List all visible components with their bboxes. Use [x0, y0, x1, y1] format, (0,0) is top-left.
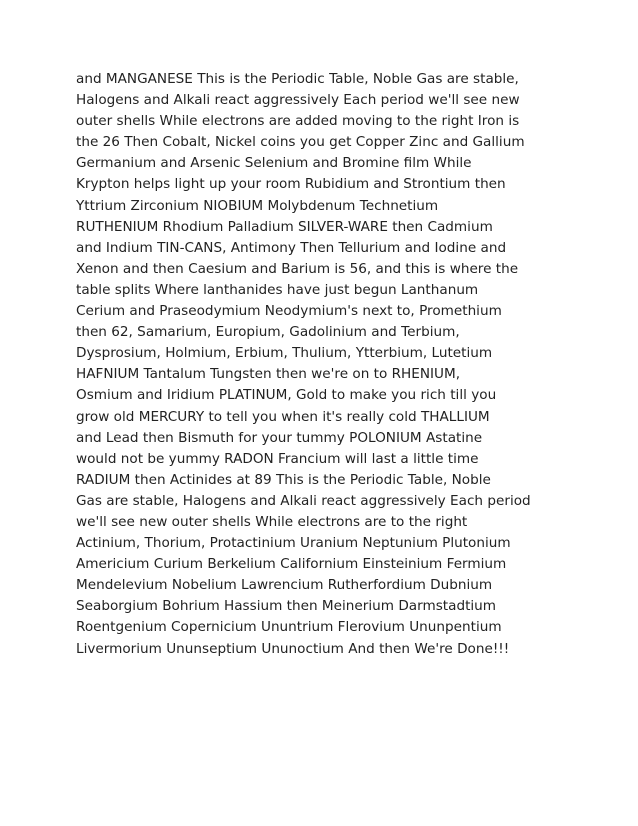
- text-line: outer shells While electrons are added moving to the right Iron is: [76, 113, 520, 130]
- lyrics-paragraph: [76, 69, 576, 660]
- text-line: Germanium and Arsenic Selenium and Bromine film While: [76, 155, 472, 172]
- text-line: Mendelevium Nobelium Lawrencium Rutherfordium Dubnium: [76, 577, 493, 594]
- text-line: Yttrium Zirconium NIOBIUM Molybdenum Technetium: [76, 197, 439, 214]
- text-line: Xenon and then Caesium and Barium is 56, and this is where the: [76, 260, 519, 277]
- text-line: the 26 Then Cobalt, Nickel coins you get Copper Zinc and Gallium: [76, 134, 525, 151]
- text-line: Gas are stable, Halogens and Alkali react aggressively Each period: [76, 492, 531, 509]
- text-line: Cerium and Praseodymium Neodymium's next to, Promethium: [76, 303, 502, 320]
- text-line: and Indium TIN-CANS, Antimony Then Tellurium and Iodine and: [76, 239, 507, 256]
- text-line: Seaborgium Bohrium Hassium then Meinerium Darmstadtium: [76, 598, 497, 615]
- text-line: Krypton helps light up your room Rubidium and Strontium then: [76, 176, 506, 193]
- text-line: and MANGANESE This is the Periodic Table, Noble Gas are stable,: [76, 71, 519, 87]
- text-line: RADIUM then Actinides at 89 This is the Periodic Table, Noble: [76, 471, 491, 488]
- text-line: Actinium, Thorium, Protactinium Uranium Neptunium Plutonium: [76, 535, 511, 552]
- text-line: then 62, Samarium, Europium, Gadolinium and Terbium,: [76, 324, 460, 341]
- text-line: we'll see new outer shells While electrons are to the right: [76, 513, 468, 530]
- text-line: Roentgenium Copernicium Ununtrium Flerovium Ununpentium: [76, 619, 502, 636]
- text-line: RUTHENIUM Rhodium Palladium SILVER-WARE then Cadmium: [76, 218, 493, 235]
- text-line: would not be yummy RADON Francium will last a little time: [76, 450, 479, 467]
- text-line: Americium Curium Berkelium Californium Einsteinium Fermium: [76, 556, 507, 573]
- text-line: table splits Where lanthanides have just begun Lanthanum: [76, 281, 479, 298]
- text-line: Halogens and Alkali react aggressively Each period we'll see new: [76, 92, 520, 109]
- text-line: Osmium and Iridium PLATINUM, Gold to make you rich till you: [76, 387, 497, 404]
- text-line: HAFNIUM Tantalum Tungsten then we're on to RHENIUM,: [76, 366, 461, 383]
- text-line: and Lead then Bismuth for your tummy POLONIUM Astatine: [76, 429, 483, 446]
- text-line: grow old MERCURY to tell you when it's really cold THALLIUM: [76, 408, 490, 425]
- text-line: Livermorium Ununseptium Ununoctium And then We're Done!!!: [76, 640, 510, 657]
- text-line: Dysprosium, Holmium, Erbium, Thulium, Ytterbium, Lutetium: [76, 345, 493, 362]
